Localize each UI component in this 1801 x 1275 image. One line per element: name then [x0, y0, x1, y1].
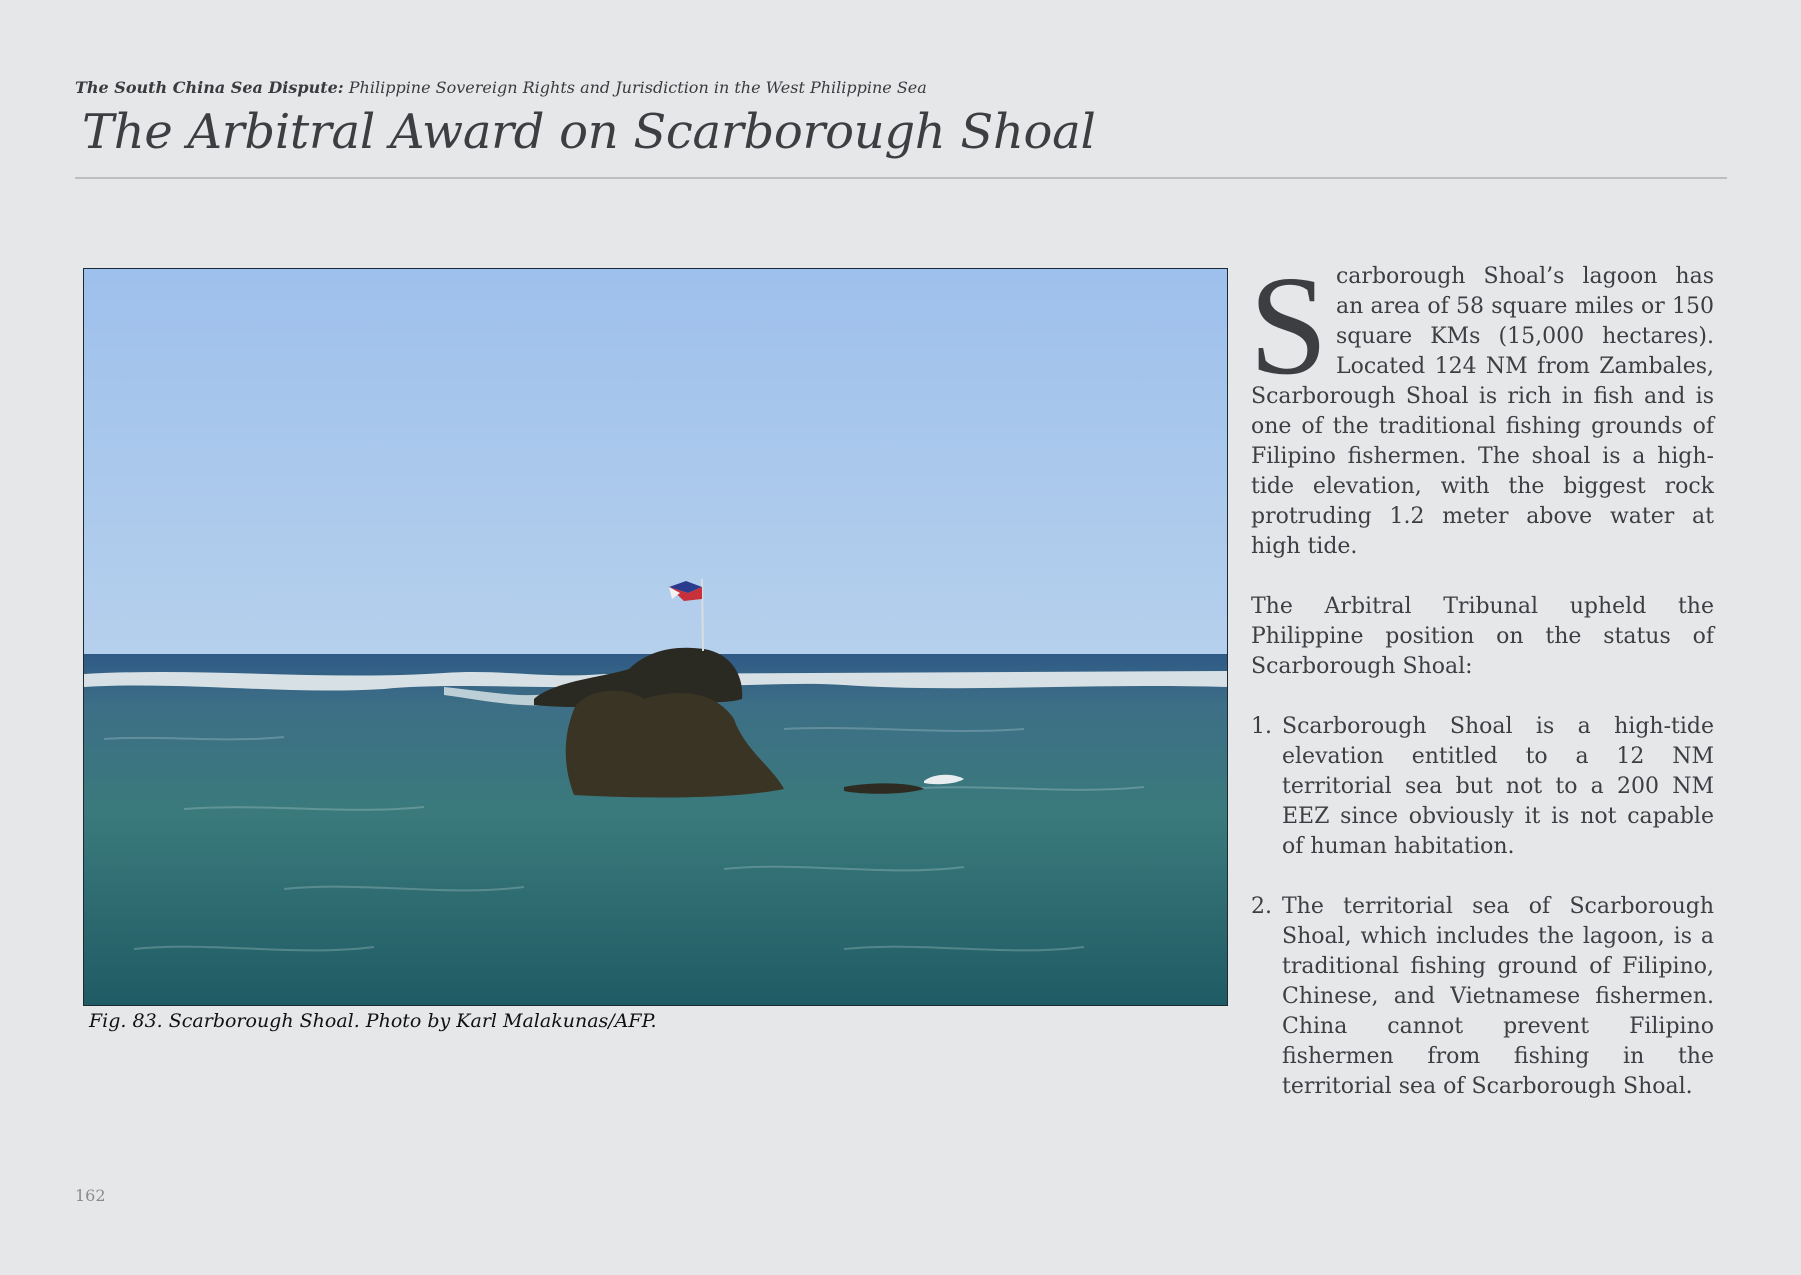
dropcap: S: [1249, 246, 1328, 404]
intro-paragraph: [1249, 246, 1714, 562]
book-title: The South China Sea Dispute:: [75, 78, 344, 97]
list-number: 1.: [1251, 714, 1272, 739]
tribunal-paragraph: The Arbitral Tribunal upheld the Philippine position on the status of Scarborough Shoal:: [1251, 594, 1714, 679]
list-item: [1251, 712, 1714, 862]
flag-pole: [702, 579, 703, 651]
page-number: 162: [75, 1186, 106, 1205]
title-divider: [75, 177, 1727, 179]
page-title: The Arbitral Award on Scarborough Shoal: [82, 104, 1096, 160]
list-text: Scarborough Shoal is a high-tide elevation entitled to a 12 NM territorial sea but not to a 200 NM EEZ since obviously it is not capable of human habitation.: [1282, 714, 1714, 859]
running-head: [75, 78, 927, 97]
photo-illustration: [84, 269, 1227, 1005]
sky: [84, 269, 1227, 654]
figure-caption: Fig. 83. Scarborough Shoal. Photo by Karl Malakunas/AFP.: [89, 1010, 657, 1032]
findings-list: [1251, 712, 1714, 1102]
intro-text: carborough Shoal’s lagoon has an area of 58 square miles or 150 square KMs (15,000 hectares). Located 124 NM from Zambales, Scarborough Shoal is rich in fish and is one of the traditional fishing grounds of Filipino fishermen. The shoal is a high-tide elevation, with the biggest rock protruding 1.2 meter above water at high tide.: [1251, 264, 1714, 559]
article-body: [1249, 246, 1714, 1132]
scarborough-shoal-photo: [83, 268, 1228, 1006]
book-subtitle: Philippine Sovereign Rights and Jurisdiction in the West Philippine Sea: [348, 78, 927, 97]
list-item: [1251, 892, 1714, 1102]
list-number: 2.: [1251, 894, 1272, 919]
list-text: The territorial sea of Scarborough Shoal, which includes the lagoon, is a traditional fishing ground of Filipino, Chinese, and Vietnamese fishermen. China cannot prevent Filipino fishermen from fishing in the territorial sea of Scarborough Shoal.: [1282, 894, 1714, 1099]
